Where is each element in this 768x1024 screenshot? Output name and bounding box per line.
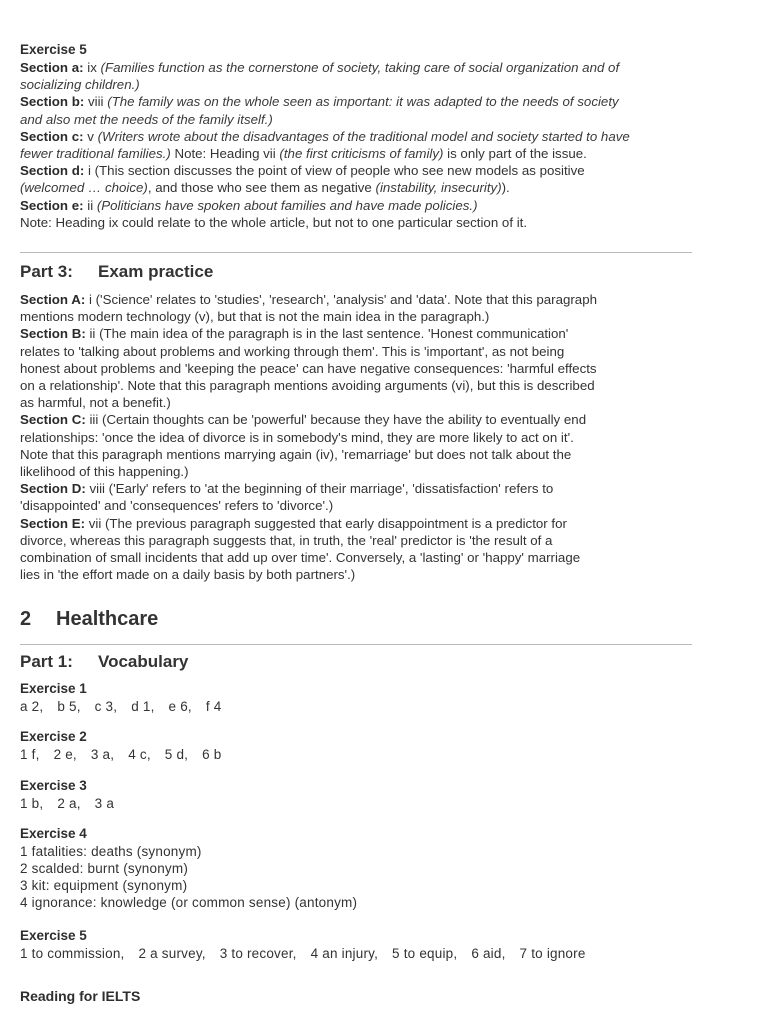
list-item: 3 kit: equipment (synonym) bbox=[20, 878, 188, 893]
text-line: as harmful, not a benefit.) bbox=[20, 395, 171, 411]
text-line: Section e: ii (Politicians have spoken about families and have made policies.) bbox=[20, 197, 478, 213]
text-line: on a relationship'. Note that this paragraph mentions avoiding arguments (vi), but this is described bbox=[20, 378, 595, 394]
exercise-5-answers bbox=[20, 945, 720, 962]
text-line: Section c: v (Writers wrote about the disadvantages of the traditional model and society started to have bbox=[20, 128, 630, 144]
exercise-1-answers bbox=[20, 698, 236, 715]
part-3-answers bbox=[20, 291, 720, 583]
text-line: Section C: iii (Certain thoughts can be 'powerful' because they have the ability to eventually end bbox=[20, 412, 587, 428]
answer-item: 2 e, bbox=[53, 747, 77, 762]
text-line: Section E: vii (The previous paragraph suggested that early disappointment is a predictor for bbox=[20, 515, 567, 531]
list-item: 2 scalded: burnt (synonym) bbox=[20, 861, 189, 876]
answer-item: 1 f, bbox=[20, 747, 40, 762]
answer-item: 4 an injury, bbox=[310, 946, 379, 961]
answer-item: d 1, bbox=[131, 699, 155, 714]
part-title: Vocabulary bbox=[98, 652, 189, 671]
exercise-2-answers bbox=[20, 746, 235, 763]
exercise-5-heading: Exercise 5 bbox=[20, 42, 87, 57]
divider bbox=[20, 252, 692, 253]
part-title: Exam practice bbox=[98, 262, 214, 281]
text-line: mentions modern technology (v), but that is not the main idea in the paragraph.) bbox=[20, 309, 490, 325]
exercise-5-answers bbox=[20, 59, 720, 231]
answer-item: 6 b bbox=[202, 747, 222, 762]
list-item: 1 fatalities: deaths (synonym) bbox=[20, 844, 202, 859]
answer-item: 3 to recover, bbox=[219, 946, 297, 961]
footer-title: Reading for IELTS bbox=[20, 988, 141, 1004]
answer-item: e 6, bbox=[168, 699, 192, 714]
text-line: relates to 'talking about problems and working through them'. This is 'important', as not being bbox=[20, 343, 565, 359]
part-number: Part 1: bbox=[20, 652, 73, 671]
text-line: Section A: i ('Science' relates to 'studies', 'research', 'analysis' and 'data'. Note that this paragraph bbox=[20, 292, 597, 307]
answer-item: 2 a survey, bbox=[138, 946, 206, 961]
text-line: Section B: ii (The main idea of the paragraph is in the last sentence. 'Honest communication' bbox=[20, 326, 569, 342]
answer-item: f 4 bbox=[205, 699, 222, 714]
answer-item: 5 to equip, bbox=[392, 946, 458, 961]
text-line: 'disappointed' and 'consequences' refers to 'divorce'.) bbox=[20, 498, 334, 514]
text-line: and also met the needs of the family itself.) bbox=[20, 111, 273, 127]
answer-item: c 3, bbox=[94, 699, 118, 714]
text-line: (welcomed … choice), and those who see them as negative (instability, insecurity)). bbox=[20, 180, 510, 196]
text-line: Note: Heading ix could relate to the whole article, but not to one particular section of it. bbox=[20, 214, 528, 230]
text-line: relationships: 'once the idea of divorce is in somebody's mind, they are more likely to act on it'. bbox=[20, 429, 574, 445]
answer-item: b 5, bbox=[57, 699, 81, 714]
answer-item: 3 a, bbox=[90, 747, 115, 762]
answer-item: 6 aid, bbox=[471, 946, 506, 961]
answer-item: 4 c, bbox=[128, 747, 151, 762]
text-line: divorce, whereas this paragraph suggests that, in truth, the 'real' predictor is 'the result of a bbox=[20, 532, 553, 548]
exercise-4-answers bbox=[20, 843, 520, 911]
exercise-3-heading: Exercise 3 bbox=[20, 778, 87, 793]
list-item: 4 ignorance: knowledge (or common sense) (antonym) bbox=[20, 895, 358, 910]
text-line: combination of small incidents that add up over time'. Conversely, a 'lasting' or 'happy' marriage bbox=[20, 550, 581, 566]
answer-item: a 2, bbox=[20, 699, 44, 714]
text-line: Section d: i (This section discusses the point of view of people who see new models as positive bbox=[20, 163, 585, 179]
answer-item: 1 to commission, bbox=[20, 946, 125, 961]
text-line: Section b: viii (The family was on the whole seen as important: it was adapted to the needs of society bbox=[20, 94, 619, 110]
chapter-title: Healthcare bbox=[56, 608, 159, 630]
exercise-4-heading: Exercise 4 bbox=[20, 826, 87, 841]
exercise-1-heading: Exercise 1 bbox=[20, 681, 87, 696]
part-3-heading bbox=[20, 262, 213, 282]
exercise-5-heading: Exercise 5 bbox=[20, 928, 87, 943]
text-line: lies in 'the effort made on a daily basis by both partners'.) bbox=[20, 567, 356, 583]
part-number: Part 3: bbox=[20, 262, 73, 281]
answer-item: 5 d, bbox=[164, 747, 189, 762]
chapter-number: 2 bbox=[20, 608, 32, 630]
part-1-heading bbox=[20, 652, 188, 672]
answer-item: 1 b, bbox=[20, 796, 44, 811]
answer-item: 3 a bbox=[94, 796, 115, 811]
chapter-heading bbox=[20, 608, 158, 631]
text-line: Section D: viii ('Early' refers to 'at the beginning of their marriage', 'dissatisfaction' refers to bbox=[20, 481, 554, 497]
divider bbox=[20, 644, 692, 645]
text-line: Section a: ix (Families function as the cornerstone of society, taking care of social organization and of bbox=[20, 60, 620, 75]
text-line: fewer traditional families.) Note: Heading vii (the first criticisms of family) is only part of the issue. bbox=[20, 146, 587, 162]
text-line: Note that this paragraph mentions marrying again (iv), 'remarriage' but does not talk about the bbox=[20, 446, 572, 462]
text-line: socializing children.) bbox=[20, 77, 140, 93]
exercise-2-heading: Exercise 2 bbox=[20, 729, 87, 744]
answer-item: 2 a, bbox=[57, 796, 81, 811]
text-line: likelihood of this happening.) bbox=[20, 464, 189, 480]
exercise-3-answers bbox=[20, 795, 128, 812]
answer-item: 7 to ignore bbox=[519, 946, 586, 961]
text-line: honest about problems and 'keeping the peace' can have negative consequences: 'harmful effects bbox=[20, 360, 597, 376]
